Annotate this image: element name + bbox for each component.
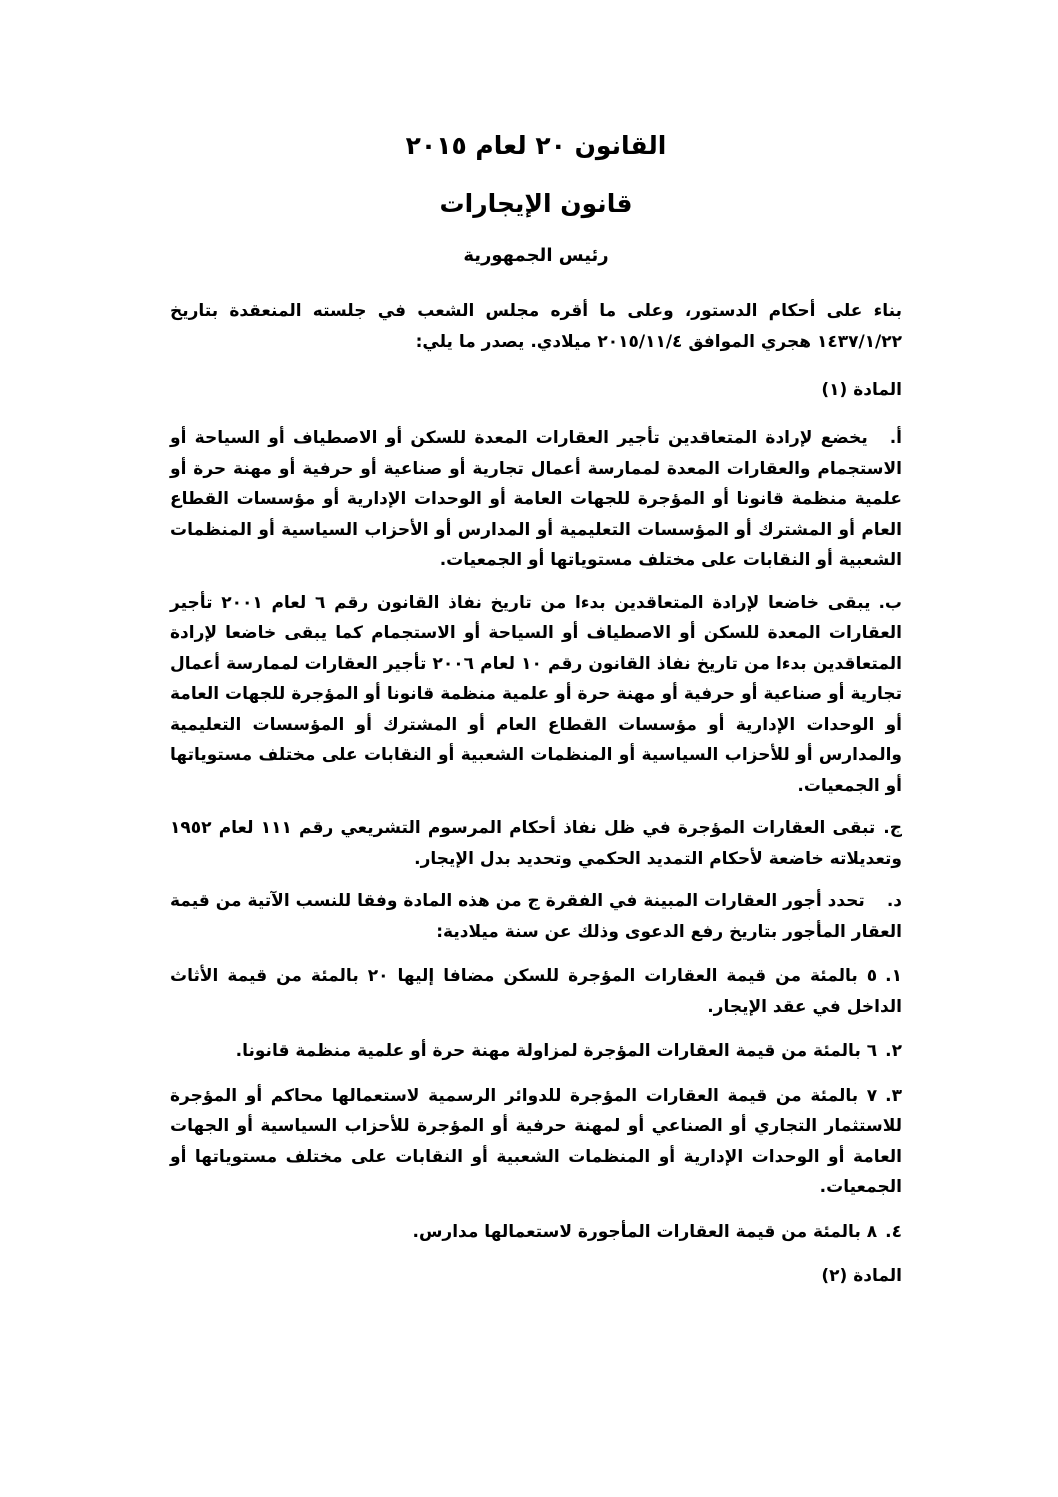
article-1-paragraph-a — [170, 423, 902, 576]
article-1-paragraph-b — [170, 588, 902, 802]
item-text: ٧ بالمئة من قيمة العقارات المؤجرة للدوائر الرسمية لاستعمالها محاكم أو المؤجرة للاستثمار التجاري أو الصناعي أو لمهنة حرفية أو المؤجرة للأحزاب السياسية أو الجهات العامة أو الوحدات الإدارية أو المنظمات الشعبية أو النقابات على مختلف مستوياتها أو الجمعيات. — [170, 1085, 902, 1197]
document-body — [170, 120, 902, 1291]
article-1-item-2 — [170, 1036, 902, 1067]
paragraph-marker: ب. — [878, 592, 902, 613]
paragraph-marker: ج. — [883, 818, 902, 838]
law-number-title: القانون ٢٠ لعام ٢٠١٥ — [405, 131, 667, 160]
article-1-item-3 — [170, 1081, 902, 1203]
item-text: ٨ بالمئة من قيمة العقارات المأجورة لاستعمالها مدارس. — [412, 1221, 878, 1242]
item-text: ٥ بالمئة من قيمة العقارات المؤجرة للسكن مضافا إليها ٢٠ بالمئة من قيمة الأثاث الداخل في عقد الإيجار. — [170, 966, 902, 1017]
paragraph-text: تحدد أجور العقارات المبينة في الفقرة ج من هذه المادة وفقا للنسب الآتية من قيمة العقار المأجور بتاريخ رفع الدعوى وذلك عن سنة ميلادية: — [170, 891, 902, 942]
paragraph-text: يبقى خاضعا لإرادة المتعاقدين بدءا من تاريخ نفاذ القانون رقم ٦ لعام ٢٠٠١ تأجير العقارات المعدة للسكن أو الاصطياف أو السياحة أو الاستجمام كما يبقى خاضعا لإرادة المتعاقدين بدءا من تاريخ نفاذ القانون رقم ١٠ لعام ٢٠٠٦ تأجير العقارات لممارسة أعمال تجارية أو صناعية أو حرفية أو مهنة حرة أو علمية منظمة قانونا أو المؤجرة للجهات العامة أو الوحدات الإدارية أو مؤسسات القطاع العام أو المشترك أو المؤسسات التعليمية والمدارس أو للأحزاب السياسية أو المنظمات الشعبية أو النقابات على مختلف مستوياتها أو الجمعيات. — [170, 592, 902, 796]
article-1-item-4 — [170, 1217, 902, 1248]
issuer-line: رئيس الجمهورية — [463, 245, 609, 266]
item-marker: ٤. — [885, 1221, 902, 1242]
article-1-heading: المادة (١) — [821, 380, 902, 400]
item-marker: ٢. — [885, 1041, 902, 1061]
article-2-heading: المادة (٢) — [821, 1266, 902, 1286]
paragraph-text: تبقى العقارات المؤجرة في ظل نفاذ أحكام المرسوم التشريعي رقم ١١١ لعام ١٩٥٢ وتعديلاته خاضعة لأحكام التمديد الحكمي وتحديد بدل الإيجار. — [170, 818, 902, 869]
preamble-paragraph: بناء على أحكام الدستور، وعلى ما أقره مجلس الشعب في جلسته المنعقدة بتاريخ ١٤٣٧/١/٢٢ هجري الموافق ٢٠١٥/١١/٤ ميلادي. يصدر ما يلي: — [170, 301, 902, 352]
paragraph-marker: أ. — [889, 428, 902, 448]
article-1-paragraph-c — [170, 813, 902, 874]
item-marker: ١. — [885, 966, 903, 986]
article-1-item-1 — [170, 961, 902, 1022]
item-text: ٦ بالمئة من قيمة العقارات المؤجرة لمزاولة مهنة حرة أو علمية منظمة قانونا. — [235, 1041, 878, 1061]
article-1-paragraph-d — [170, 886, 902, 947]
paragraph-text: يخضع لإرادة المتعاقدين تأجير العقارات المعدة للسكن أو الاصطياف أو السياحة أو الاستجمام والعقارات المعدة لممارسة أعمال تجارية أو صناعية أو حرفية أو مهنة حرة أو علمية منظمة قانونا أو المؤجرة للجهات العامة أو الوحدات الإدارية أو مؤسسات القطاع العام أو المشترك أو المؤسسات التعليمية أو المدارس أو الأحزاب السياسية أو المنظمات الشعبية أو النقابات على مختلف مستوياتها أو الجمعيات. — [170, 428, 902, 570]
item-marker: ٣. — [885, 1085, 902, 1106]
law-name-title: قانون الإيجارات — [439, 189, 633, 218]
paragraph-marker: د. — [886, 891, 902, 911]
